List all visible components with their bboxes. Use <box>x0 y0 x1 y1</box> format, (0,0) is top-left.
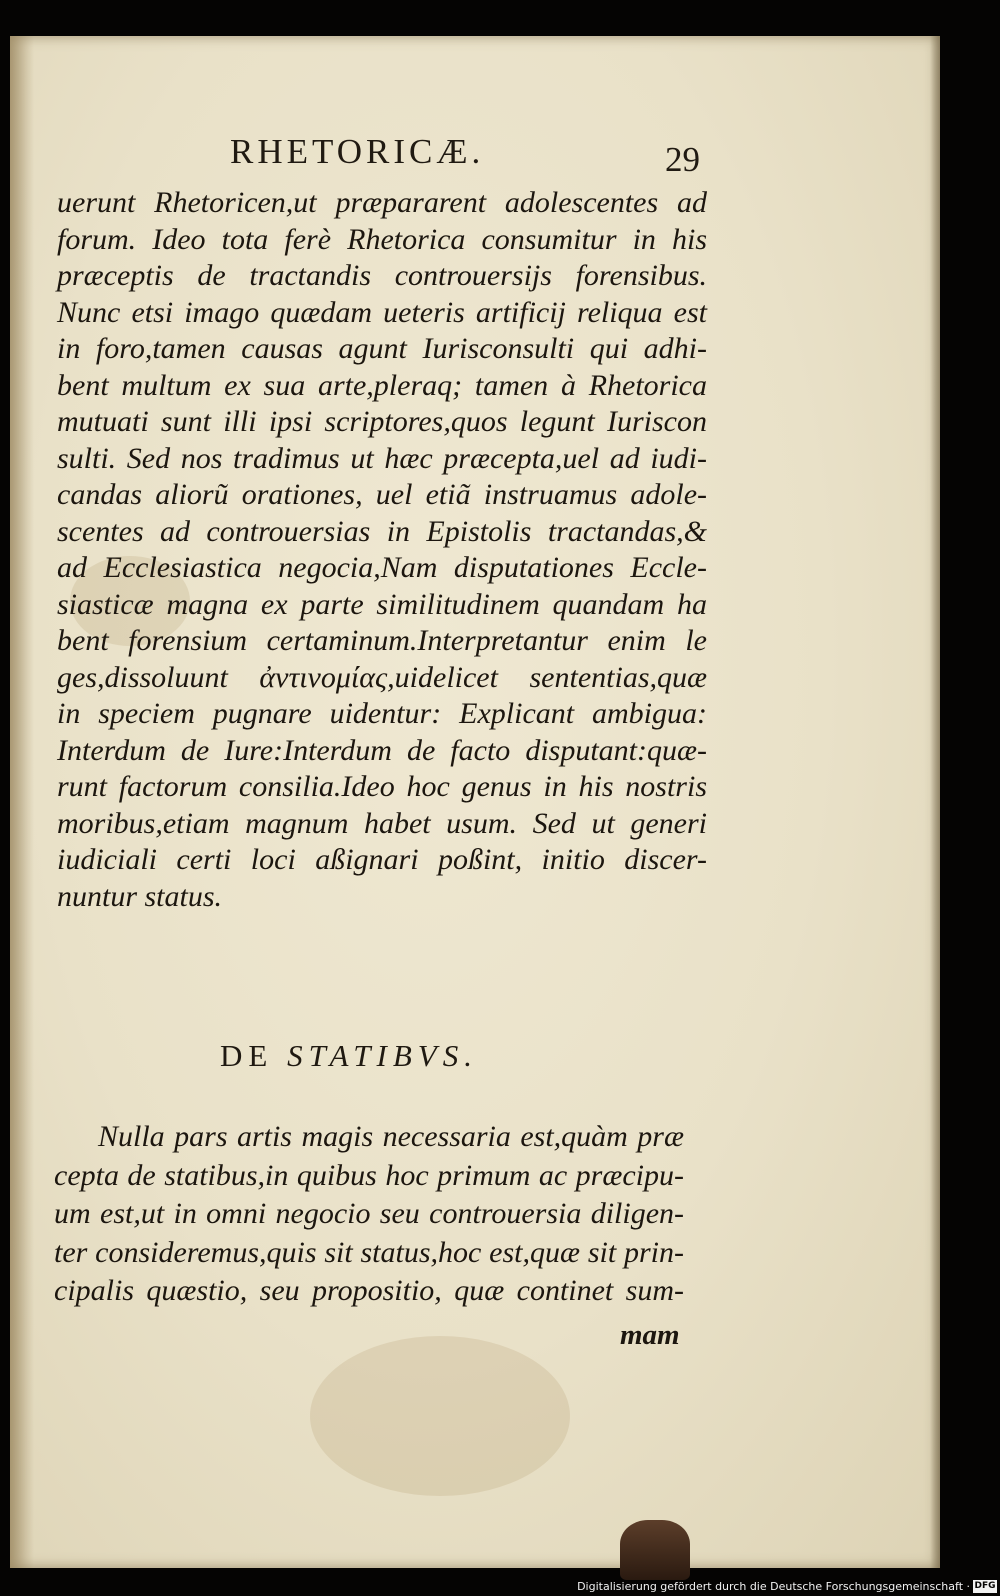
text-line: ad Ecclesiastica negocia,Nam disputationes Eccle- <box>57 551 707 584</box>
text-line: præceptis de tractandis controuersijs forensibus. <box>57 259 707 292</box>
text-line: nuntur status. <box>57 879 223 913</box>
text-line: cipalis quæstio, seu propositio, quæ continet sum- <box>54 1274 684 1307</box>
text-line: in foro,tamen causas agunt Iurisconsulti qui adhi- <box>57 332 707 365</box>
dfg-logo: DFG <box>974 1581 996 1591</box>
text-line: um est,ut in omni negocio seu controuersia diligen- <box>54 1197 684 1230</box>
text-line: forum. Ideo tota ferè Rhetorica consumitur in his <box>57 222 707 256</box>
text-line: bent forensium certaminum.Interpretantur enim le <box>57 624 707 657</box>
text-line: scentes ad controuersias in Epistolis tractandas,& <box>57 514 707 548</box>
text-line: iudiciali certi loci aßignari poßint, initio discer- <box>57 843 707 876</box>
text-line: candas aliorũ orationes, uel etiã instruamus adole- <box>57 478 707 511</box>
section-heading-italic: STATIBVS. <box>287 1038 478 1073</box>
text-line: Interdum de Iure:Interdum de facto disputant:quæ- <box>57 733 707 767</box>
text-line: ter consideremus,quis sit status,hoc est,quæ sit prin- <box>54 1235 684 1269</box>
text-line: runt factorum consilia.Ideo hoc genus in his nostris <box>57 770 707 803</box>
text-line: Nulla pars artis magis necessaria est,quàm præ <box>98 1120 684 1153</box>
catchword: mam <box>620 1319 680 1351</box>
paragraph-2 <box>54 1118 684 1311</box>
text-line: in speciem pugnare uidentur: Explicant ambigua: <box>57 697 707 730</box>
paragraph-1 <box>57 185 707 915</box>
text-line: moribus,etiam magnum habet usum. Sed ut generi <box>57 806 707 840</box>
thumb-holding-page <box>620 1520 690 1580</box>
section-heading-roman: DE <box>220 1038 288 1073</box>
page-edge-shadow <box>930 36 940 1568</box>
text-line: siasticæ magna ex parte similitudinem quandam ha <box>57 587 707 621</box>
text-line: ges,dissoluunt ἀντινομίας,uidelicet sententias,quæ <box>57 660 707 694</box>
page-number: 29 <box>665 140 700 179</box>
text-line: Nunc etsi imago quædam ueteris artificij reliqua est <box>57 295 707 329</box>
text-line: sulti. Sed nos tradimus ut hæc præcepta,uel ad iudi- <box>57 441 707 475</box>
section-heading <box>220 1038 478 1074</box>
text-line: mutuati sunt illi ipsi scriptores,quos legunt Iuriscon <box>57 405 707 438</box>
digitization-credit: Digitalisierung gefördert durch die Deutsche Forschungsgemeinschaft · <box>577 1580 970 1593</box>
text-line: uerunt Rhetoricen,ut præpararent adolescentes ad <box>57 186 707 219</box>
book-page <box>10 36 940 1568</box>
paper-stain <box>310 1336 570 1496</box>
running-head: RHETORICÆ. <box>230 132 485 171</box>
text-line: cepta de statibus,in quibus hoc primum ac præcipu- <box>54 1158 684 1192</box>
page-gutter-shadow <box>10 36 34 1568</box>
text-line: bent multum ex sua arte,pleraq; tamen à Rhetorica <box>57 368 707 402</box>
